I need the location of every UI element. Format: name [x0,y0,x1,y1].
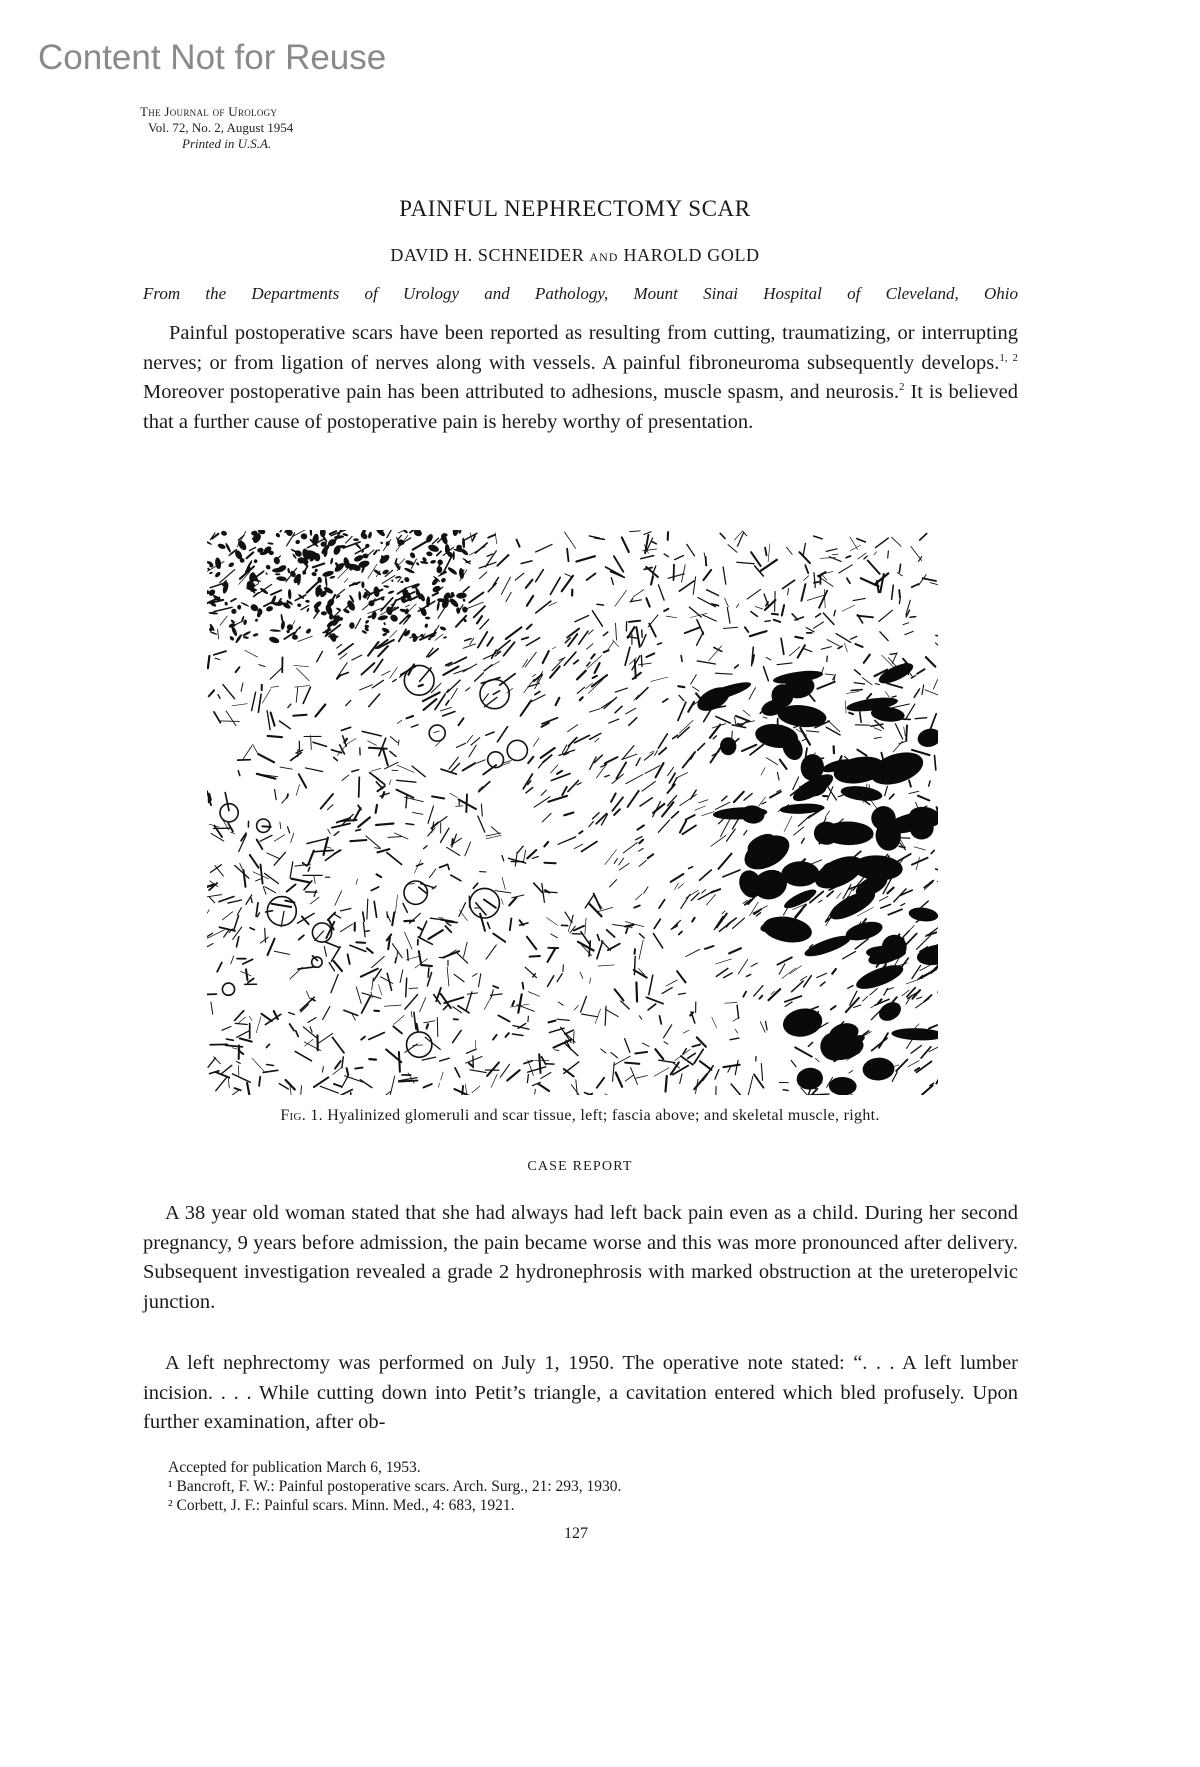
figure-caption-text: Hyalinized glomeruli and scar tissue, left; fascia above; and skeletal muscle, right. [322,1107,880,1124]
citation-sup-b: 2 [899,381,905,394]
affiliation: From the Departments of Urology and Pathology, Mount Sinai Hospital of Cleveland, Ohio [143,284,1018,303]
intro-text-a: Painful postoperative scars have been reported as resulting from cutting, traumatizing, or interrupting nerves; or from ligation of nerves along with vessels. A painful fibroneuroma subsequently develops. [143,322,1018,374]
author-conjunction: AND [589,250,619,264]
case-paragraph-1: A 38 year old woman stated that she had always had left back pain even as a child. During her second pregnancy, 9 years before admission, the pain became worse and this was more pronounced after delivery. Subsequent investigation revealed a grade 2 hydronephrosis with marked obstruction at the ureteropelvic junction. [143,1202,1018,1313]
footnotes [168,1458,1018,1515]
figure-caption [0,1107,1160,1125]
journal-printed: Printed in U.S.A. [182,136,272,151]
intro-text-c: It is believed that a further cause of postoperative pain is hereby worthy of presentation. [143,381,1018,433]
page-number: 127 [564,1525,588,1542]
intro-text-b: Moreover postoperative pain has been attributed to adhesions, muscle spasm, and neurosis. [143,381,900,403]
authors [0,245,1150,266]
author-second: HAROLD GOLD [623,245,760,265]
histology-micrograph [207,530,938,1095]
watermark: Content Not for Reuse [38,38,387,77]
journal-name: The Journal of Urology [140,104,278,119]
histology-figure [207,530,938,1095]
footnote-1: ¹ Bancroft, F. W.: Painful postoperative scars. Arch. Surg., 21: 293, 1930. [168,1478,622,1495]
footnote-2: ² Corbett, J. F.: Painful scars. Minn. Med., 4: 683, 1921. [168,1497,515,1514]
article-title: PAINFUL NEPHRECTOMY SCAR [399,196,751,221]
accepted-note: Accepted for publication March 6, 1953. [168,1459,421,1476]
journal-header [140,104,293,152]
figure-label: Fig. 1. [280,1107,323,1124]
journal-volume: Vol. 72, No. 2, August 1954 [148,120,294,135]
author-first: DAVID H. SCHNEIDER [390,245,585,265]
case-paragraph-2: A left nephrectomy was performed on July 1, 1950. The operative note stated: “. . . A left lumber incision. . . . While cutting down into Petit’s triangle, a cavitation entered which bled profusely. Upon further examination, after ob- [143,1352,1018,1433]
citation-sup-a: 1, 2 [999,351,1018,364]
section-heading: CASE REPORT [527,1159,633,1174]
intro-paragraph [143,319,1018,437]
